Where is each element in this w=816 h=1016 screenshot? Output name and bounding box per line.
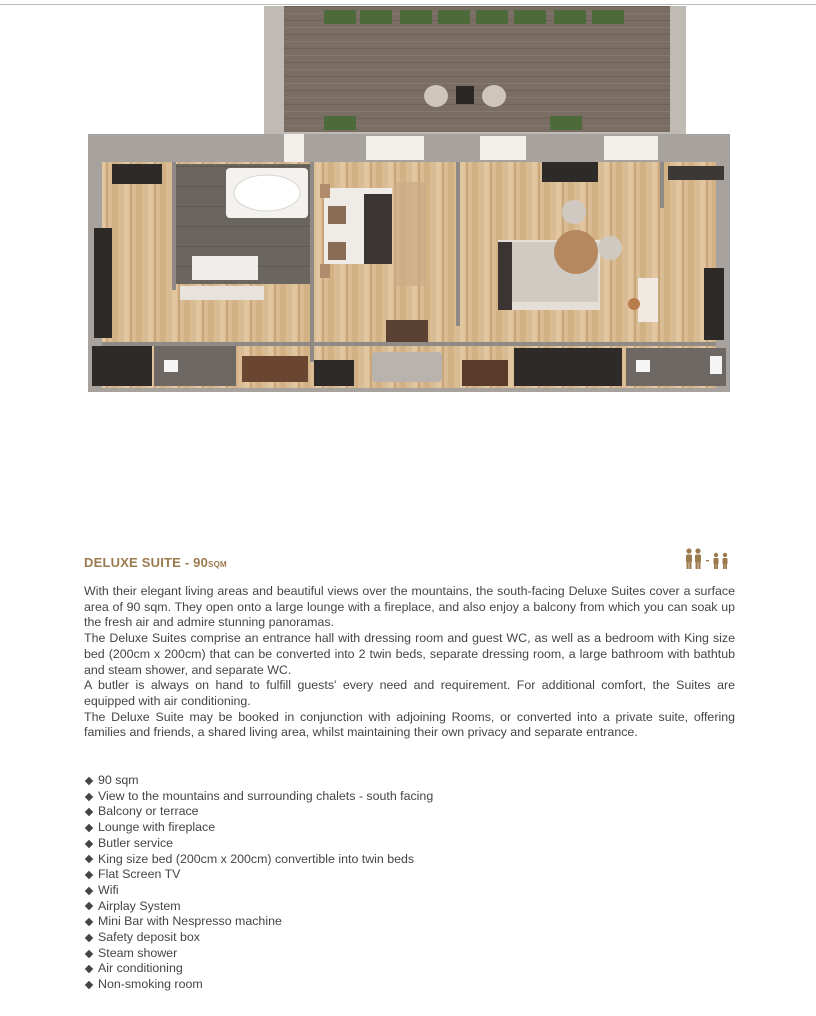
feature-label: Lounge with fireplace — [98, 820, 216, 835]
feature-item — [84, 836, 735, 852]
diamond-bullet-icon — [85, 902, 93, 910]
two-adults-two-children-icon — [684, 548, 734, 575]
feature-label: Airplay System — [98, 898, 181, 913]
diamond-bullet-icon — [85, 965, 93, 973]
description-paragraph: The Deluxe Suites comprise an entrance hall with dressing room and guest WC, as well as a bedroom with King size bed (200cm x 200cm) that can be converted into 2 twin beds, separate dressing room, a large bathroom with bathtub and steam shower, and separate WC. — [84, 631, 735, 677]
diamond-bullet-icon — [85, 981, 93, 989]
feature-item — [84, 914, 735, 930]
feature-label: Air conditioning — [98, 961, 183, 976]
feature-item — [84, 804, 735, 820]
diamond-bullet-icon — [85, 777, 93, 785]
floor-plan-image — [88, 6, 730, 392]
feature-item — [84, 883, 735, 899]
feature-item — [84, 946, 735, 962]
feature-item — [84, 867, 735, 883]
feature-item — [84, 977, 735, 993]
suite-description — [84, 584, 735, 741]
feature-label: 90 sqm — [98, 773, 139, 787]
description-paragraph: With their elegant living areas and beautiful views over the mountains, the south-facing Deluxe Suites cover a surface area of 90 sqm. They open onto a large lounge with a fireplace, and also enjoy a balcony from which you can soak up the fresh air and admire stunning panoramas. — [84, 584, 735, 630]
feature-label: Non-smoking room — [98, 977, 203, 992]
feature-item — [84, 961, 735, 977]
feature-label: Flat Screen TV — [98, 867, 181, 882]
diamond-bullet-icon — [85, 918, 93, 926]
feature-item — [84, 789, 735, 805]
suite-header — [84, 548, 740, 576]
suite-title-text: DELUXE SUITE - 90 — [84, 555, 209, 570]
diamond-bullet-icon — [85, 871, 93, 879]
diamond-bullet-icon — [85, 934, 93, 942]
feature-item — [84, 773, 735, 789]
diamond-bullet-icon — [85, 839, 93, 847]
feature-label: Butler service — [98, 835, 174, 850]
top-divider — [0, 4, 816, 5]
description-paragraph: A butler is always on hand to fulfill guests' every need and requirement. For additional comfort, the Suites are equipped with air conditioning. — [84, 678, 735, 708]
diamond-bullet-icon — [85, 808, 93, 816]
feature-label: Balcony or terrace — [98, 804, 199, 819]
diamond-bullet-icon — [85, 949, 93, 957]
diamond-bullet-icon — [85, 855, 93, 863]
feature-item — [84, 852, 735, 868]
diamond-bullet-icon — [85, 887, 93, 895]
feature-item — [84, 820, 735, 836]
suite-title-unit: SQM — [208, 560, 227, 569]
feature-item — [84, 899, 735, 915]
diamond-bullet-icon — [85, 824, 93, 832]
feature-label: View to the mountains and surrounding chalets - south facing — [98, 788, 434, 803]
feature-label: Wifi — [98, 882, 119, 897]
diamond-bullet-icon — [85, 792, 93, 800]
feature-label: King size bed (200cm x 200cm) convertible into twin beds — [98, 851, 415, 866]
suite-title — [84, 555, 227, 570]
feature-label: Mini Bar with Nespresso machine — [98, 914, 282, 929]
feature-label: Steam shower — [98, 945, 178, 960]
feature-item — [84, 930, 735, 946]
feature-label: Safety deposit box — [98, 930, 200, 945]
feature-list — [84, 773, 735, 993]
description-paragraph: The Deluxe Suite may be booked in conjunction with adjoining Rooms, or converted into a private suite, offering families and friends, a shared living area, whilst maintaining their own privacy and separate entrance. — [84, 709, 735, 740]
